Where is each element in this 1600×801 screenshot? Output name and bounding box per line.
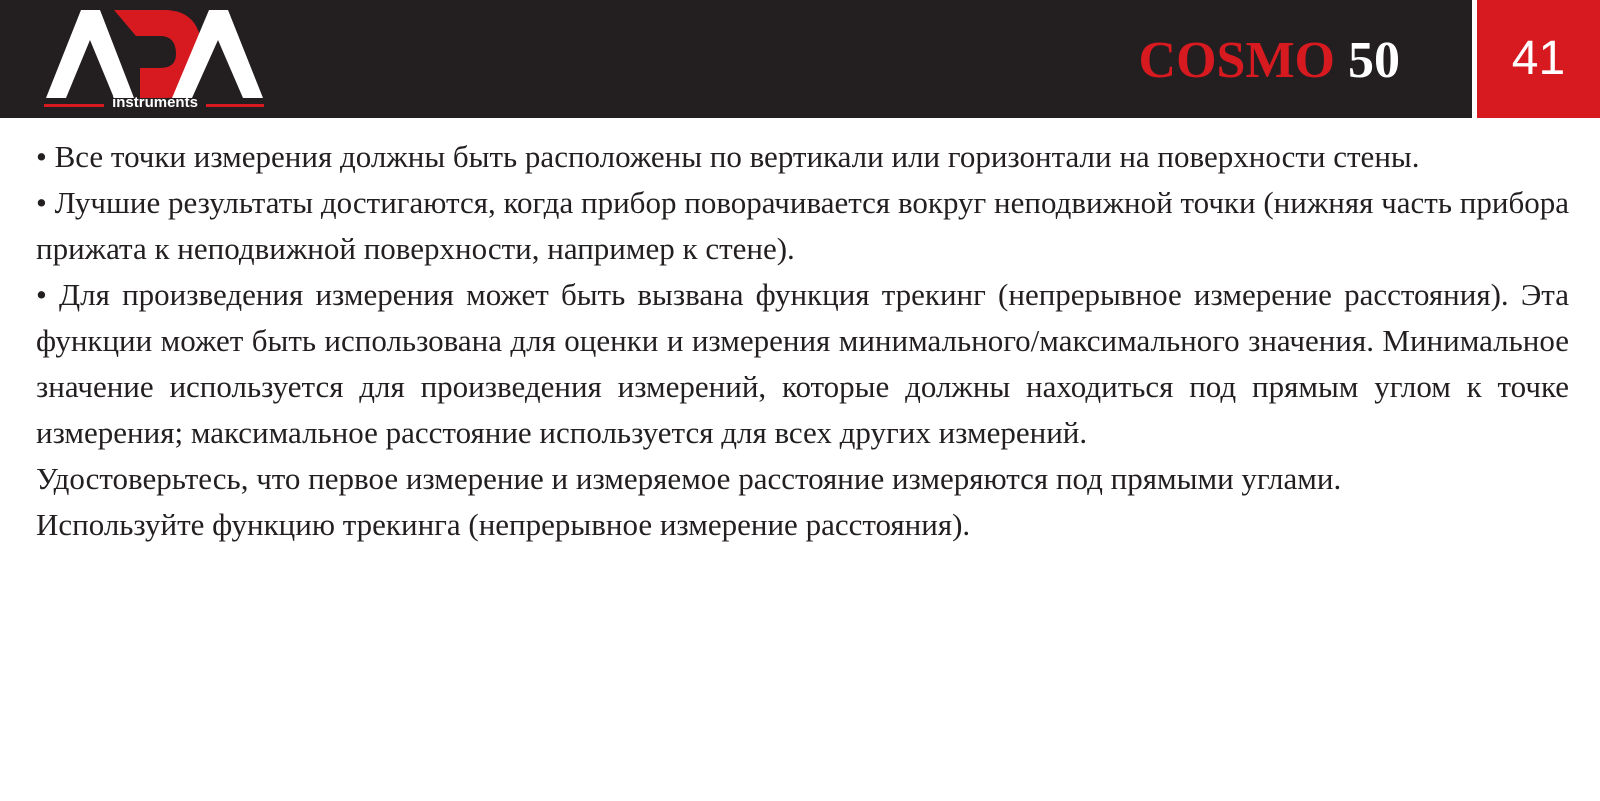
body-paragraph: Удостоверьтесь, что первое измерение и измеряемое расстояние измеряются под прямыми углами. [36, 461, 1342, 496]
body-paragraph: Используйте функцию трекинга (непрерывное измерение расстояния). [36, 507, 971, 542]
product-number: 50 [1348, 32, 1400, 89]
product-name: COSMO [1138, 32, 1335, 89]
bullet-paragraph: • Все точки измерения должны быть расположены по вертикали или горизонтали на поверхности стены. [36, 139, 1420, 174]
logo-subtitle: instruments [112, 94, 198, 111]
page-body [36, 134, 1569, 548]
bullet-paragraph: • Для произведения измерения может быть вызвана функция трекинг (непрерывное измерение расстояния). Эта функции может быть использована для оценки и измерения минимального/максимального значения. Минимальное значение используется для произведения измерений, которые должны находиться под прямым углом к точке измерения; максимальное расстояние используется для всех других измерений. [36, 277, 1569, 450]
page-header [0, 0, 1600, 118]
product-title [1139, 26, 1400, 96]
bullet-paragraph: • Лучшие результаты достигаются, когда прибор поворачивается вокруг неподвижной точки (нижняя часть прибора прижата к неподвижной поверхности, например к стене). [36, 185, 1569, 266]
ada-logo [44, 6, 266, 114]
page-number: 41 [1511, 32, 1566, 85]
page-number-box [1472, 0, 1600, 118]
